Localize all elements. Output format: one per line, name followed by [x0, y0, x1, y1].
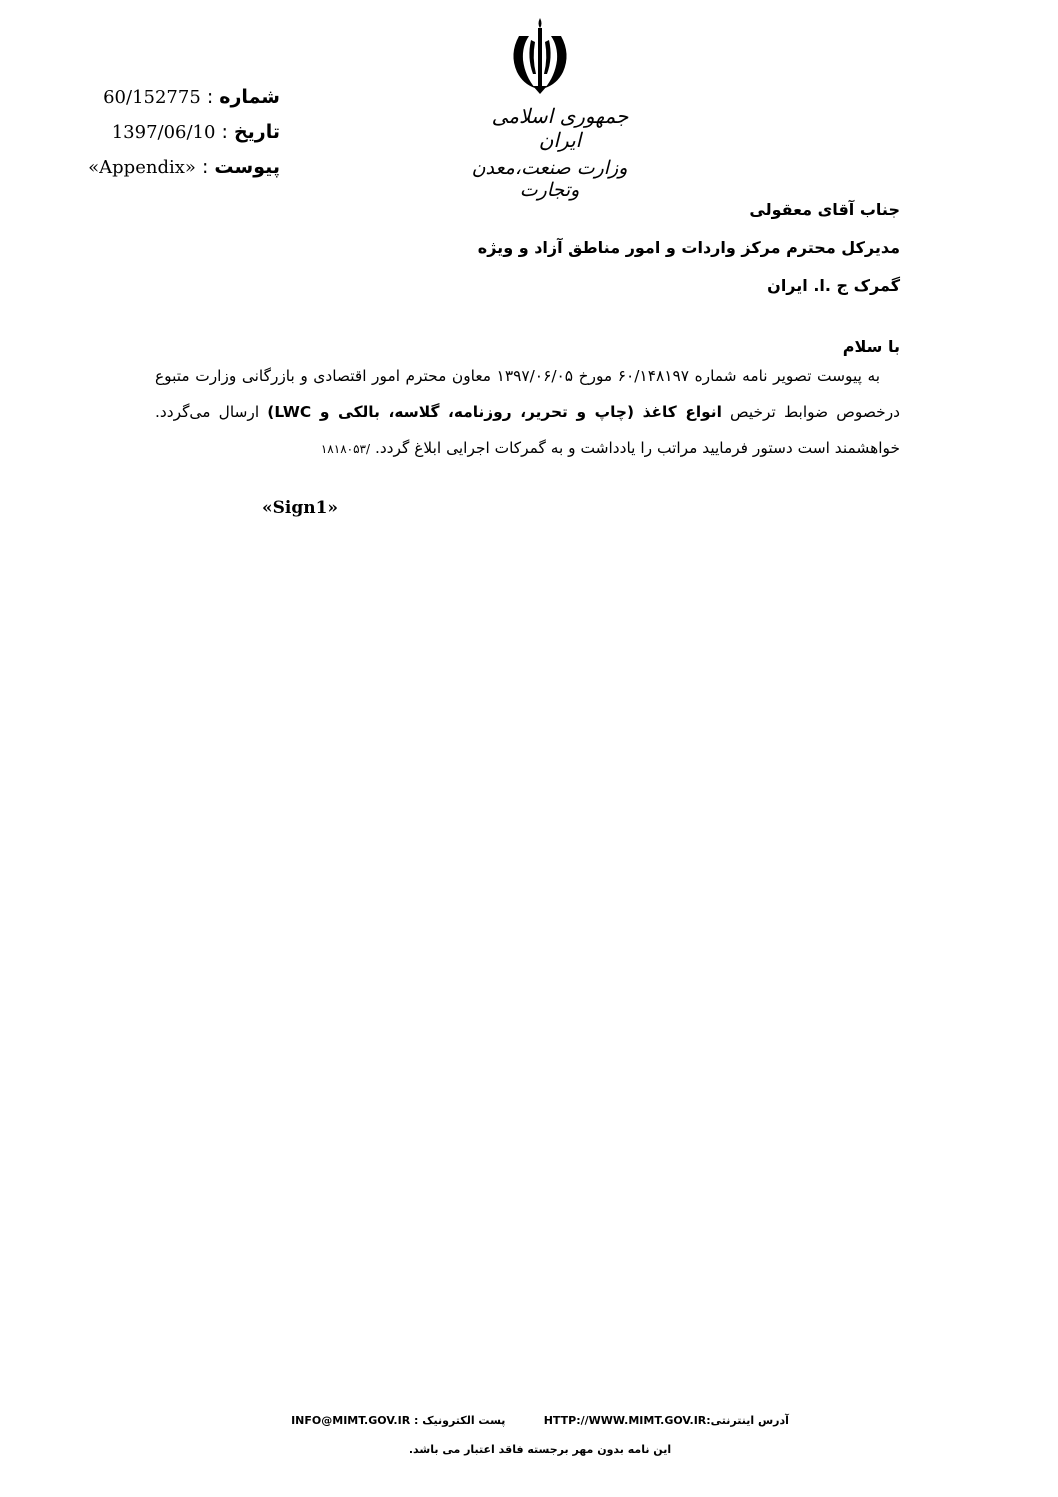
iran-emblem-icon	[505, 14, 575, 96]
country-name: جمهوری اسلامی ایران	[491, 104, 629, 152]
date-row: تاریخ : 1397/06/10	[111, 121, 280, 143]
signature-placeholder: «Sign1»	[262, 498, 339, 518]
greeting: با سلام	[842, 337, 900, 356]
number-label: شماره	[219, 86, 280, 108]
recipient-name: جناب آقای معقولی	[749, 200, 900, 219]
date-label: تاریخ	[233, 121, 280, 143]
footer-note: این نامه بدون مهر برجسته فاقد اعتبار می باشد.	[408, 1443, 672, 1456]
body-text-bold: انواع کاغذ (چاپ و تحریر، روزنامه، گلاسه، بالکی و LWC)	[267, 403, 722, 421]
ministry-name: وزارت صنعت،معدن وتجارت	[471, 157, 628, 201]
letter-body	[155, 358, 900, 467]
letter-meta	[80, 80, 280, 185]
recipient-org: گمرک ج .ا. ایران	[767, 276, 900, 295]
footer-contact	[200, 1414, 880, 1427]
footer-email: INFO@MIMT.GOV.IR	[291, 1414, 411, 1427]
attachment-row: پیوست : «Appendix»	[88, 156, 280, 178]
body-text-part2: ارسال می‌گردد. خواهشمند است دستور فرمایید مراتب را یادداشت و به گمرکات اجرایی ابلاغ گردد.	[155, 403, 900, 457]
footer-web-label: آدرس اینترنتی:	[706, 1414, 789, 1427]
attachment-value: «Appendix»	[88, 157, 196, 178]
footer-email-label: پست الکترونیک :	[414, 1414, 506, 1427]
number-row: شماره : 60/152775	[103, 86, 280, 108]
body-text-part1: به پیوست تصویر نامه شماره ۶۰/۱۴۸۱۹۷ مورخ ۱۳۹۷/۰۶/۰۵ معاون محترم امور اقتصادی و بازرگانی وزارت متبوع درخصوص ضوابط ترخیص	[155, 367, 900, 421]
footer-web: HTTP://WWW.MIMT.GOV.IR	[543, 1414, 707, 1427]
attachment-label: پیوست	[214, 156, 280, 178]
recipient-title: مدیرکل محترم مرکز واردات و امور مناطق آزاد و ویژه	[477, 238, 900, 257]
reference-code: /۱۸۱۸۰۵۳	[320, 442, 371, 456]
number-value: 60/152775	[103, 87, 201, 108]
date-value: 1397/06/10	[111, 122, 216, 143]
